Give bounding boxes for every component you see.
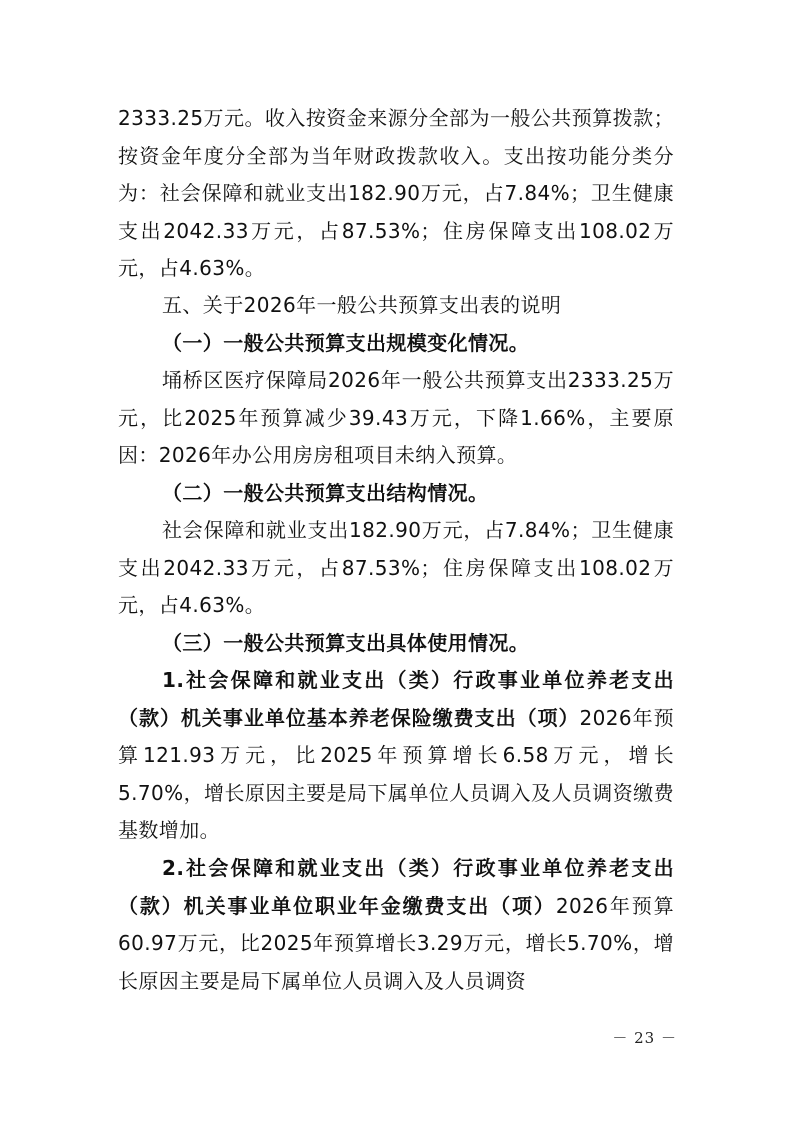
section-heading-five: 五、关于2026年一般公共预算支出表的说明 [162,293,562,317]
subsection-title-structure: （二）一般公共预算支出结构情况。 [162,481,489,505]
subsection-title-scale: （一）一般公共预算支出规模变化情况。 [162,331,530,355]
paragraph-income-summary: 2333.25万元。收入按资金来源分全部为一般公共预算拨款；按资金年度分全部为当年财政拨款收入。支出按功能分类分为：社会保障和就业支出182.90万元，占7.84%；卫生健康支出2042.33万元，占87.53%；住房保障支出108.02万元，占4.63%。 [118,106,674,281]
usage-item-2-lead: 2.社会保障和就业支出（类）行政事业单位养老支出（款）机关事业单位职业年金缴费支出（项） [118,856,674,918]
usage-item-1-body: 2026年预算121.93万元，比2025年预算增长6.58万元，增长5.70%，增长原因主要是局下属单位人员调入及人员调资缴费基数增加。 [118,705,674,843]
usage-item-2 [118,850,674,1000]
paragraph-structure: 社会保障和就业支出182.90万元，占7.84%；卫生健康支出2042.33万元，占87.53%；住房保障支出108.02万元，占4.63%。 [118,518,674,618]
page-number: － 23 － [612,1029,677,1047]
subsection-title-usage: （三）一般公共预算支出具体使用情况。 [162,631,530,655]
usage-item-1-lead: 1.社会保障和就业支出（类）行政事业单位养老支出（款）机关事业单位基本养老保险缴费支出（项） [118,668,674,730]
usage-item-1 [118,662,674,850]
usage-item-2-body: 2026年预算60.97万元，比2025年预算增长3.29万元，增长5.70%，增长原因主要是局下属单位人员调入及人员调资 [118,893,675,993]
paragraph-scale-change: 埇桥区医疗保障局2026年一般公共预算支出2333.25万元，比2025年预算减少39.43万元，下降1.66%，主要原因：2026年办公用房房租项目未纳入预算。 [118,368,674,468]
